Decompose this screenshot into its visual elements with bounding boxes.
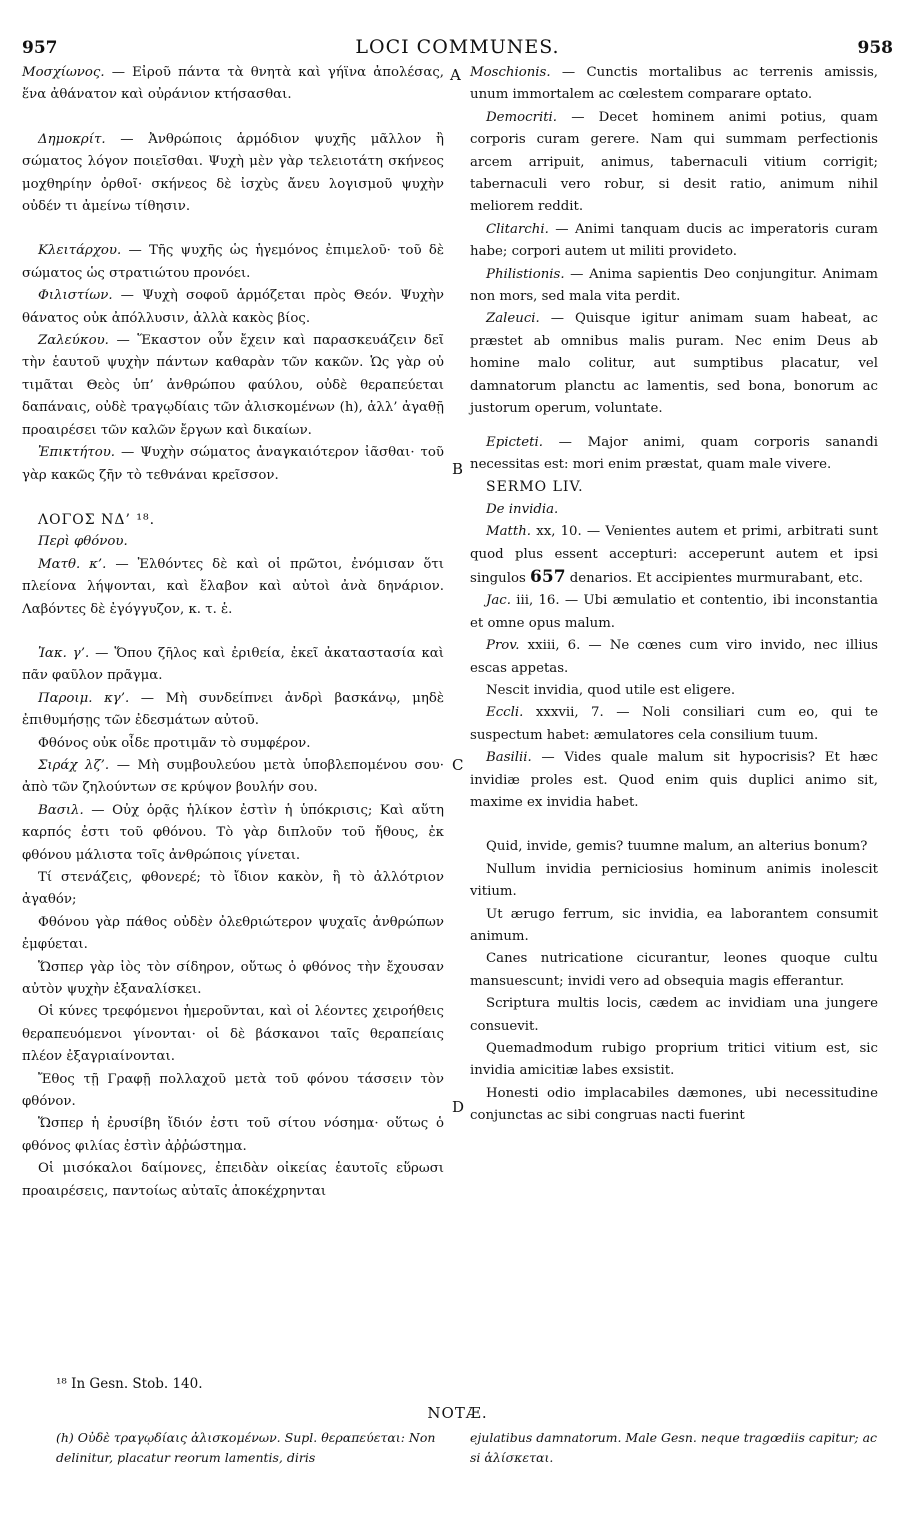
notes-heading: NOTÆ. — [427, 1404, 488, 1422]
margin-marker-c: C — [452, 756, 464, 774]
latin-paragraph: Philistionis. — Anima sapientis Deo conjungitur. Animam non mors, sed mala vita perdit. — [470, 266, 878, 305]
greek-paragraph: Ὥσπερ γὰρ ἰὸς τὸν σίδηρον, οὕτως ὁ φθόνος τὴν ἔχουσαν αὐτὸν ψυχὴν ἐξαναλίσκει. — [22, 959, 444, 998]
greek-paragraph: Ματθ. κ’. — Ἐλθόντες δὲ καὶ οἱ πρῶτοι, ἐνόμισαν ὅτι πλείονα λήψονται, καὶ ἔλαβον καὶ αὐτοὶ ἀνὰ δηνάριον. Λαβόντες δὲ ἐγόγγυζον, κ. τ. ἑ. — [22, 556, 444, 617]
note-left: (h) Οὐδὲ τραγῳδίαις ἀλισκομένων. Supl. θεραπεύεται: Non delinitur, placatur reorum lamentis, diris — [56, 1430, 436, 1465]
greek-paragraph: Ὥσπερ ἡ ἐρυσίβη ἴδιόν ἐστι τοῦ σίτου νόσημα· οὕτως ὁ φθόνος φιλίας ἐστὶν ἀῤῥώστημα. — [22, 1116, 444, 1154]
margin-marker-d: D — [452, 1098, 465, 1116]
latin-paragraph: Nescit invidia, quod utile est eligere. — [486, 682, 736, 698]
latin-paragraph: Quemadmodum rubigo proprium tritici vitium est, sic invidia amicitiæ labes exsistit. — [470, 1041, 878, 1079]
greek-paragraph: Ζαλεύκου. — Ἕκαστον οὖν ἔχειν καὶ παρασκευάζειν δεῖ τὴν ἑαυτοῦ ψυχὴν πάντων καθαρὰν τῶν κακῶν. Ὡς γὰρ οὐ τιμᾶται Θεὸς ὑπ’ ἀνθρώπου φαύλου, οὐδὲ θεραπεύεται δαπάναις, οὐδὲ τραγῳδίαις τῶν ἀλισκομένων (h), ἀλλ’ ἀγαθῇ προαιρέσει τῶν καλῶν ἔργων καὶ δικαίων. — [22, 333, 444, 438]
latin-column — [470, 62, 878, 1128]
latin-paragraph: Nullum invidia perniciosius hominum animis inolescit vitium. — [470, 861, 878, 900]
latin-paragraph: Quid, invide, gemis? tuumne malum, an alterius bonum? — [486, 839, 868, 855]
margin-marker-a: A — [450, 66, 461, 84]
greek-paragraph: Σιράχ λζ’. — Μὴ συμβουλεύου μετὰ ὑποβλεπομένου σου· ἀπὸ τῶν ζηλούντων σε κρύψον βουλήν σου. — [22, 757, 444, 796]
greek-paragraph: Ἐπικτήτου. — Ψυχὴν σώματος ἀναγκαιότερον ἰᾶσθαι· τοῦ γὰρ κακῶς ζῆν τὸ τεθνάναι κρεῖσσον. — [22, 445, 444, 483]
greek-paragraph: Φθόνος οὐκ οἶδε προτιμᾶν τὸ συμφέρον. — [38, 735, 311, 751]
greek-paragraph: Μοσχίωνος. — Εἰροῦ πάντα τὰ θνητὰ καὶ γήϊνα ἀπολέσας, ἕνα ἀθάνατον καὶ οὐράνιον κτήσασθαι. — [22, 65, 444, 103]
greek-paragraph: Παροιμ. κγ’. — Μὴ συνδείπνει ἀνδρὶ βασκάνῳ, μηδὲ ἐπιθυμήσῃς τῶν ἐδεσμάτων αὐτοῦ. — [22, 690, 444, 729]
greek-paragraph: Τί στενάζεις, φθονερέ; τὸ ἴδιον κακὸν, ἢ τὸ ἀλλότριον ἀγαθόν; — [22, 870, 444, 908]
latin-paragraph: Prov. xxiii, 6. — Ne cœnes cum viro invido, nec illius escas appetas. — [470, 638, 878, 676]
greek-paragraph: Κλειτάρχου. — Τῆς ψυχῆς ὡς ἡγεμόνος ἐπιμελοῦ· τοῦ δὲ σώματος ὡς στρατιώτου προνόει. — [22, 243, 444, 281]
greek-section-heading: ΛΟΓΟΣ ΝΔ’ ¹⁸. — [38, 511, 156, 528]
greek-paragraph: Οἱ μισόκαλοι δαίμονες, ἐπειδὰν οἰκείας ἑαυτοῖς εὕρωσι προαιρέσεις, παντοίως αὐταῖς ἀποκέχρηνται — [22, 1161, 444, 1199]
greek-paragraph: Φθόνου γὰρ πάθος οὐδὲν ὀλεθριώτερον ψυχαῖς ἀνθρώπων ἐμφύεται. — [22, 914, 444, 953]
running-title: LOCI COMMUNES. — [355, 36, 560, 58]
latin-section-heading: SERMO LIV. — [486, 479, 584, 496]
right-page-number: 958 — [857, 38, 893, 58]
latin-paragraph: Moschionis. — Cunctis mortalibus ac terrenis amissis, unum immortalem ac cœlestem comparare optato. — [470, 65, 878, 103]
note-right: ejulatibus damnatorum. Male Gesn. neque tragœdiis capitur; ac si ἁλίσκεται. — [470, 1430, 878, 1465]
latin-paragraph: Zaleuci. — Quisque igitur animam suam habeat, ac præstet ab omnibus malis puram. Nec enim Deus ab homine malo colitur, aut sumptibus placatur, vel damnatorum planctu ac lamentis, sed bona, bonorum ac justorum operum, voluntate. — [470, 311, 878, 417]
left-page-number: 957 — [22, 38, 58, 58]
latin-paragraph: Scriptura multis locis, cædem ac invidiam una jungere consuevit. — [470, 996, 878, 1034]
latin-paragraph: Basilii. — Vides quale malum sit hypocrisis? Et hæc invidiæ proles est. Quod enim quis duplici animo sit, maxime ex invidia habet. — [470, 750, 878, 810]
greek-section-subtitle: Περὶ φθόνου. — [38, 534, 128, 550]
latin-paragraph: Jac. iii, 16. — Ubi æmulatio et contentio, ibi inconstantia et omne opus malum. — [470, 593, 878, 631]
latin-paragraph: Epicteti. — Major animi, quam corporis sanandi necessitas est: mori enim præstat, quam male vivere. — [470, 434, 878, 472]
column-number: 657 — [530, 566, 566, 587]
latin-paragraph: Clitarchi. — Animi tanquam ducis ac imperatoris curam habe; corpori autem ut militi provideto. — [470, 221, 878, 260]
greek-paragraph: Δημοκρίτ. — Ἀνθρώποις ἁρμόδιον ψυχῆς μᾶλλον ἢ σώματος λόγον ποιεῖσθαι. Ψυχὴ μὲν γὰρ τελειοτάτη σκήνεος μοχθηρίην ὀρθοῖ· σκήνεος δὲ ἰσχὺς ἄνευ λογισμοῦ ψυχὴν οὐδέν τι ἀμείνω τίθησιν. — [22, 131, 444, 215]
greek-paragraph: Οἱ κύνες τρεφόμενοι ἡμεροῦνται, καὶ οἱ λέοντες χειροήθεις θεραπευόμενοι γίνονται· οἱ δὲ βάσκανοι ταῖς θεραπείαις πλέον ἐξαγριαίνονται. — [22, 1004, 444, 1065]
margin-marker-b: B — [452, 460, 464, 478]
greek-paragraph: Φιλιστίων. — Ψυχὴ σοφοῦ ἁρμόζεται πρὸς Θεόν. Ψυχὴν θάνατος οὐκ ἀπόλλυσιν, ἀλλὰ κακὸς βίος. — [22, 288, 444, 326]
footnote: ¹⁸ In Gesn. Stob. 140. — [56, 1376, 203, 1392]
latin-paragraph: Honesti odio implacabiles dæmones, ubi necessitudine conjunctas ac sibi congruas nacti fuerint — [470, 1085, 878, 1124]
latin-paragraph: Canes nutricatione cicurantur, leones quoque cultu mansuescunt; invidi vero ad obsequia magis efferantur. — [470, 951, 878, 989]
greek-paragraph: Βασιλ. — Οὐχ ὁρᾷς ἡλίκον ἐστὶν ἡ ὑπόκρισις; Καὶ αὕτη καρπός ἐστι τοῦ φθόνου. Τὸ γὰρ διπλοῦν τοῦ ἤθους, ἐκ φθόνου μάλιστα τοῖς ἀνθρώποις γίνεται. — [22, 802, 444, 863]
latin-paragraph: Ut ærugo ferrum, sic invidia, ea laborantem consumit animum. — [470, 906, 878, 945]
latin-section-subtitle: De invidia. — [486, 501, 559, 517]
latin-paragraph: Democriti. — Decet hominem animi potius, quam corporis curam gerere. Nam qui summam perfectionis arcem arripuit, animus, tabernaculi vitium corrigit; tabernaculi vero robur, si desit ratio, animum nihil meliorem reddit. — [470, 109, 878, 215]
latin-paragraph: Eccli. xxxvii, 7. — Noli consiliari cum eo, qui te suspectum habet: æmulatores cela consilium tuum. — [470, 705, 878, 743]
greek-paragraph: Ἔθος τῇ Γραφῇ πολλαχοῦ μετὰ τοῦ φόνου τάσσειν τὸν φθόνον. — [22, 1071, 444, 1110]
page-header — [22, 36, 893, 58]
greek-paragraph: Ἰακ. γ’. — Ὅπου ζῆλος καὶ ἐριθεία, ἐκεῖ ἀκαταστασία καὶ πᾶν φαῦλον πρᾶγμα. — [22, 645, 444, 684]
latin-paragraph: Matth. xx, 10. — Venientes autem et primi, arbitrati sunt quod plus essent accepturi: acceperunt autem et ipsi singulos 657 denarios. Et accipientes murmurabant, etc. — [470, 524, 878, 587]
greek-column — [22, 62, 444, 1203]
